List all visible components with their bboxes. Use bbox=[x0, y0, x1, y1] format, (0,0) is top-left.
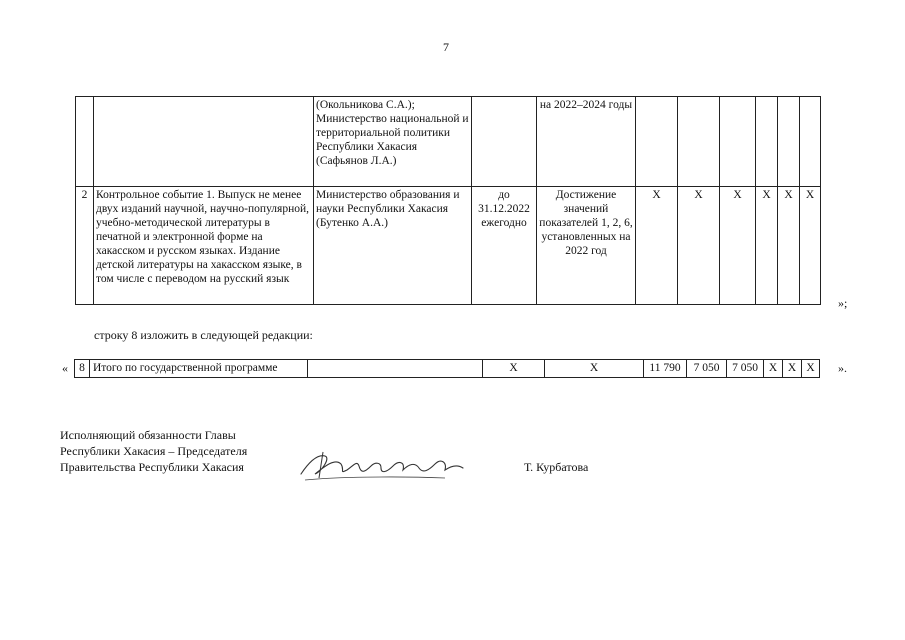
page-number: 7 bbox=[443, 40, 449, 54]
executor-cell: (Окольникова С.А.); Министерство национальной и территориальной политики Республики Хакасия (Сафьянов Л.А.) bbox=[314, 97, 472, 187]
deadline-cell: до 31.12.2022 ежегодно bbox=[472, 187, 537, 305]
handwritten-signature bbox=[295, 444, 470, 486]
program-table bbox=[75, 96, 821, 305]
mark-cell: X bbox=[720, 187, 756, 305]
event-cell: Контрольное событие 1. Выпуск не менее двух изданий научной, научно-популярной, учебно-методической литературы в печатной и электронной форме на хакасском и русском языках. Издание детской литературы на хакасском языке, в том числе с переводом на русский язык bbox=[94, 187, 314, 305]
mark-cell: X bbox=[778, 187, 800, 305]
mark-cell: X bbox=[636, 187, 678, 305]
signatory-title-line3: Правительства Республики Хакасия bbox=[60, 460, 244, 474]
closing-quote-2: ». bbox=[838, 361, 847, 375]
mark-cell: X bbox=[678, 187, 720, 305]
result-cell: Достижение значений показателей 1, 2, 6, установленных на 2022 год bbox=[537, 187, 636, 305]
result-mark: X bbox=[545, 360, 644, 378]
mark-cell: X bbox=[800, 187, 821, 305]
table-row-continued bbox=[76, 97, 821, 187]
mark-cell: X bbox=[802, 360, 820, 378]
signatory-title-line1: Исполняющий обязанности Главы bbox=[60, 428, 236, 442]
row-number: 8 bbox=[75, 360, 90, 378]
result-cell: на 2022–2024 годы bbox=[537, 97, 636, 187]
summary-row bbox=[75, 360, 820, 378]
row-number: 2 bbox=[76, 187, 94, 305]
executor-cell: Министерство образования и науки Республики Хакасия (Бутенко А.А.) bbox=[314, 187, 472, 305]
value-cell: 7 050 bbox=[687, 360, 727, 378]
open-quote: « bbox=[62, 361, 68, 375]
deadline-mark: X bbox=[483, 360, 545, 378]
summary-label: Итого по государственной программе bbox=[90, 360, 308, 378]
mark-cell: X bbox=[764, 360, 783, 378]
closing-quote: »; bbox=[838, 296, 848, 310]
signatory-title-line2: Республики Хакасия – Председателя bbox=[60, 444, 248, 458]
table-row-2 bbox=[76, 187, 821, 305]
value-cell: 7 050 bbox=[727, 360, 764, 378]
summary-table bbox=[74, 359, 820, 378]
value-cell: 11 790 bbox=[644, 360, 687, 378]
mark-cell: X bbox=[783, 360, 802, 378]
signatory-name: Т. Курбатова bbox=[524, 460, 589, 474]
mark-cell: X bbox=[756, 187, 778, 305]
instruction-text: строку 8 изложить в следующей редакции: bbox=[94, 328, 313, 342]
